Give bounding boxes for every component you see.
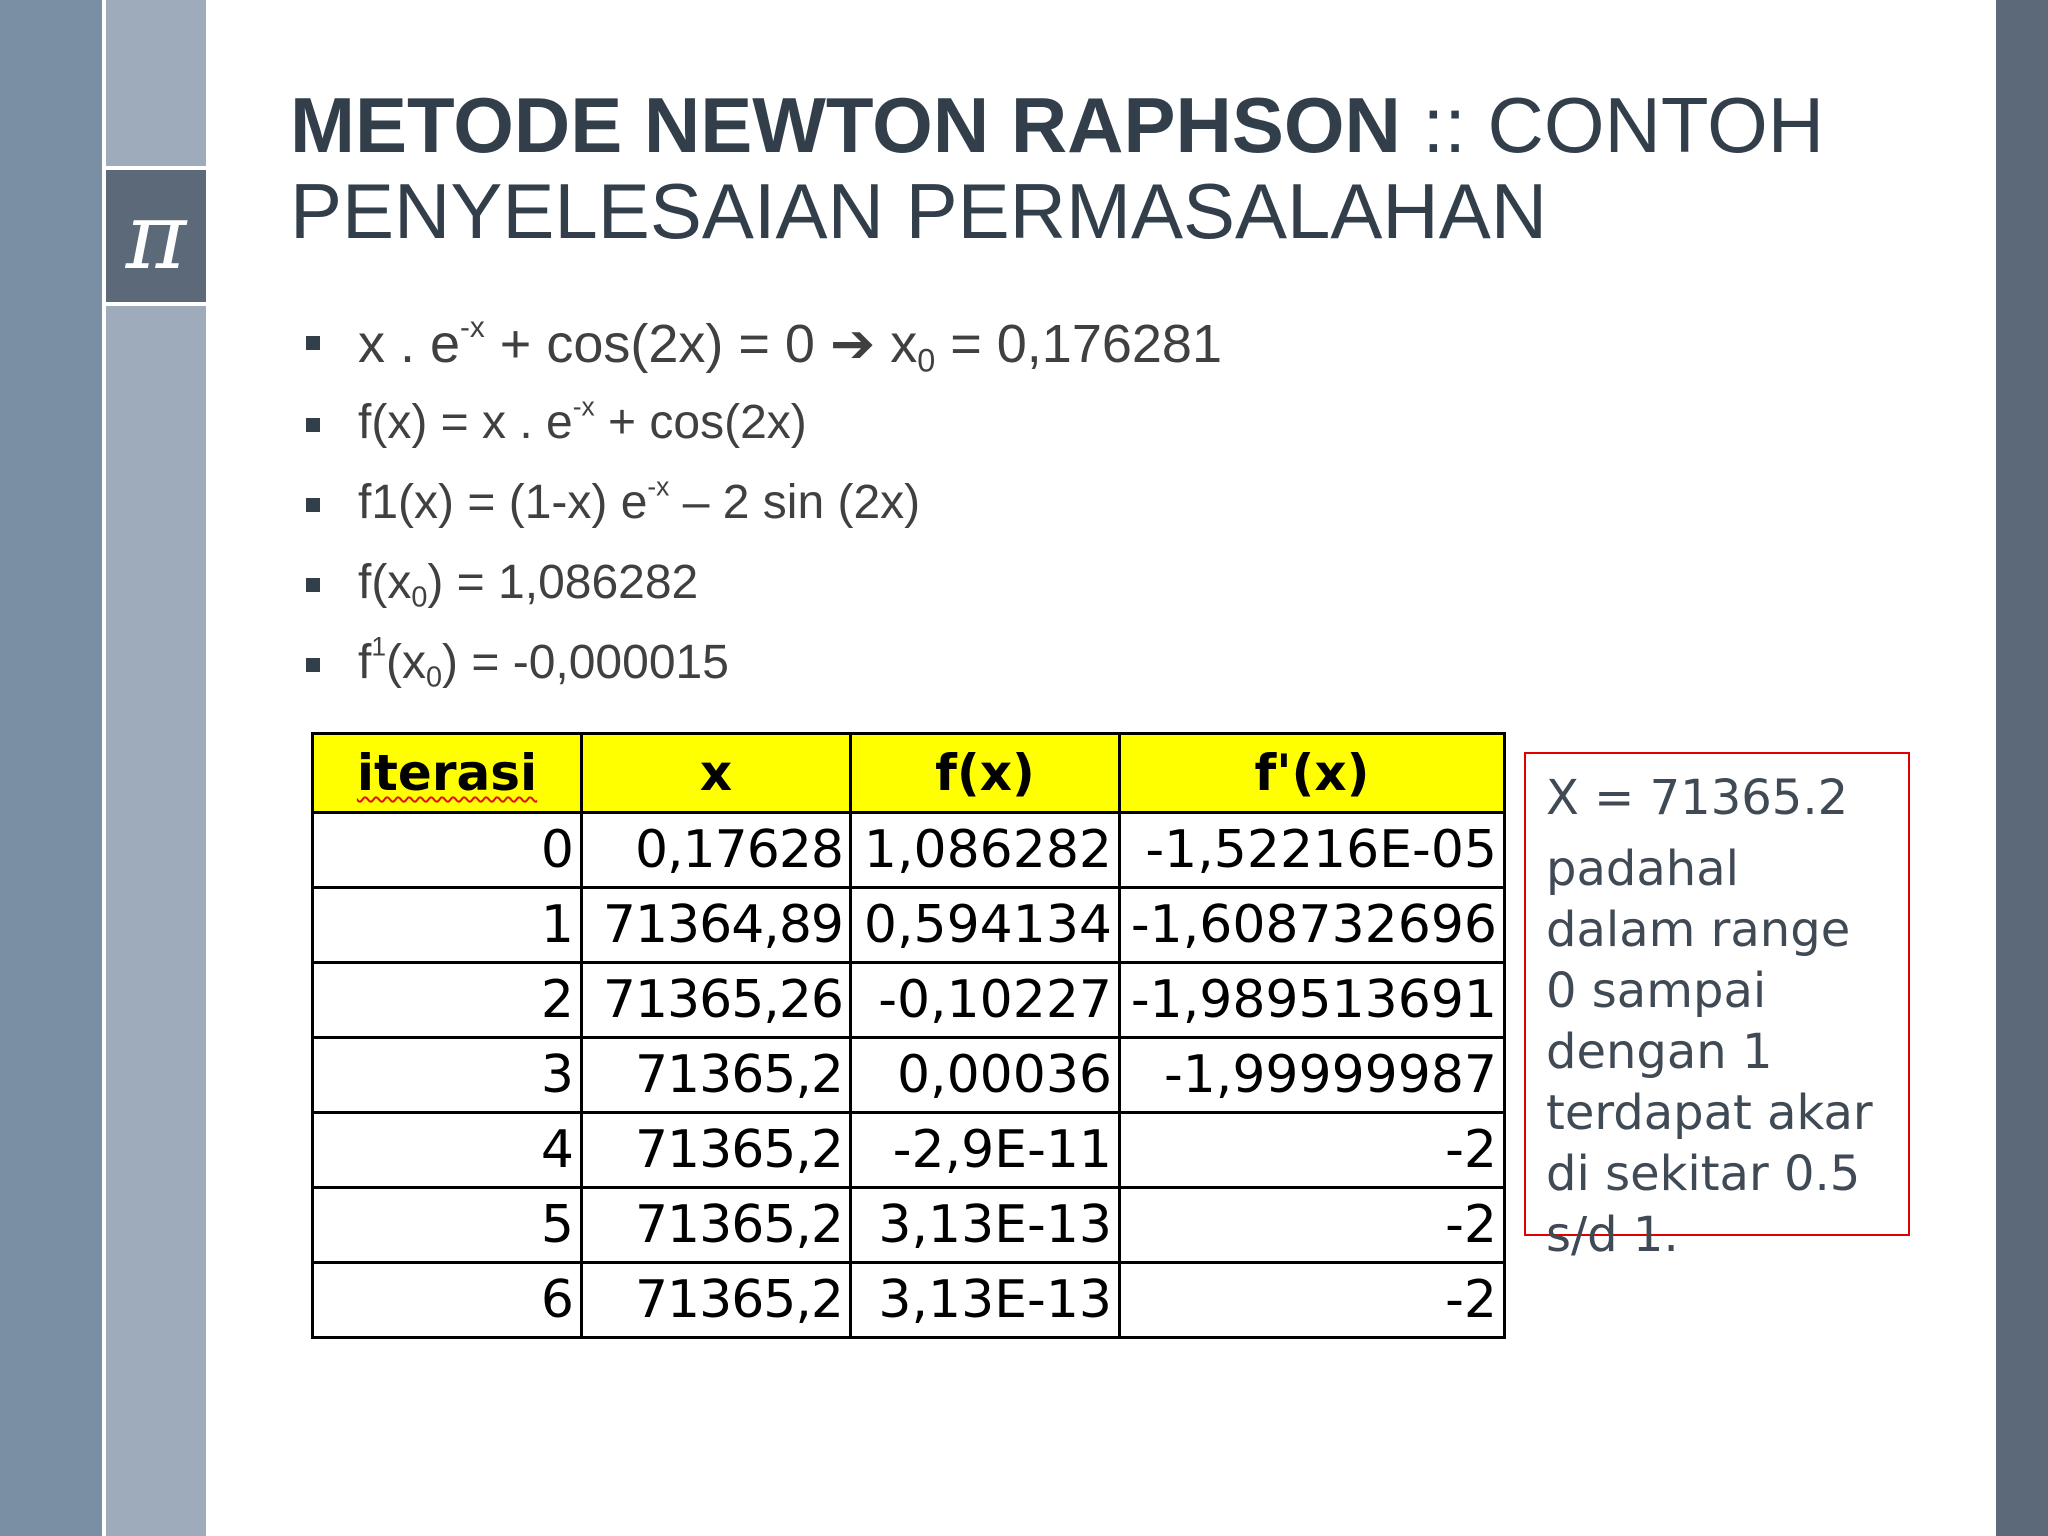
cell-x: 71365,2 xyxy=(582,1038,851,1113)
eq-part: ) = -0,000015 xyxy=(442,636,729,689)
cell-x: 0,17628 xyxy=(582,813,851,888)
note-text: padahal dalam range 0 sampai dengan 1 terdapat akar di sekitar 0.5 s/d 1. xyxy=(1546,841,1873,1263)
header-iterasi xyxy=(313,734,582,813)
eq-part: + cos(2x) xyxy=(594,396,807,449)
table-header-row xyxy=(313,734,1505,813)
cell-x: 71364,89 xyxy=(582,888,851,963)
cell-x: 71365,2 xyxy=(582,1113,851,1188)
cell-iterasi: 2 xyxy=(313,963,582,1038)
bullet-f1-x0 xyxy=(300,631,1222,694)
title-rest: :: CONTOH PENYELESAIAN PERMASALAHAN xyxy=(290,81,1825,255)
cell-fx: -0,10227 xyxy=(851,963,1120,1038)
left-decor-band xyxy=(0,0,102,1536)
cell-dfx: -2 xyxy=(1120,1263,1505,1338)
bullet-derivative xyxy=(300,471,1222,532)
cell-iterasi: 4 xyxy=(313,1113,582,1188)
cell-iterasi: 5 xyxy=(313,1188,582,1263)
cell-iterasi: 3 xyxy=(313,1038,582,1113)
eq-part: f xyxy=(358,636,372,689)
eq-part: f(x xyxy=(358,556,412,609)
bullet-square-icon xyxy=(306,498,320,512)
cell-fx: 0,00036 xyxy=(851,1038,1120,1113)
cell-dfx: -2 xyxy=(1120,1113,1505,1188)
cell-fx: -2,9E-11 xyxy=(851,1113,1120,1188)
iteration-table-wrap xyxy=(311,732,1506,1339)
table-row xyxy=(313,813,1505,888)
cell-fx: 0,594134 xyxy=(851,888,1120,963)
title-bold: METODE NEWTON RAPHSON xyxy=(290,81,1401,169)
note-x-value: X = 71365.2 xyxy=(1546,770,1849,826)
table-row xyxy=(313,888,1505,963)
cell-iterasi: 6 xyxy=(313,1263,582,1338)
cell-dfx: -1,608732696 xyxy=(1120,888,1505,963)
arrow-right-icon: ➔ xyxy=(829,314,876,374)
table-row xyxy=(313,963,1505,1038)
pi-glyph: π xyxy=(125,182,187,290)
pi-icon xyxy=(106,166,206,306)
eq-sub: 0 xyxy=(411,581,428,614)
cell-x: 71365,2 xyxy=(582,1188,851,1263)
header-iterasi-label: iterasi xyxy=(356,744,538,802)
cell-x: 71365,2 xyxy=(582,1263,851,1338)
bullet-f-x0 xyxy=(300,554,1222,612)
eq-sup: -x xyxy=(647,471,670,502)
right-decor-band xyxy=(1996,0,2048,1536)
formula-list xyxy=(300,312,1222,714)
eq-sup: -x xyxy=(460,310,485,344)
eq-part: ) = 1,086282 xyxy=(427,556,699,609)
bullet-square-icon xyxy=(306,658,320,672)
cell-dfx: -1,989513691 xyxy=(1120,963,1505,1038)
header-dfx: f'(x) xyxy=(1120,734,1505,813)
eq-sup: -x xyxy=(572,391,595,422)
table-row xyxy=(313,1113,1505,1188)
cell-iterasi: 1 xyxy=(313,888,582,963)
cell-fx: 1,086282 xyxy=(851,813,1120,888)
eq-sup: 1 xyxy=(371,631,387,662)
bullet-square-icon xyxy=(306,336,320,350)
eq-sub: 0 xyxy=(426,661,443,694)
cell-dfx: -2 xyxy=(1120,1188,1505,1263)
eq-part: + cos(2x) = 0 xyxy=(484,314,830,374)
result-note-box xyxy=(1524,752,1910,1263)
cell-iterasi: 0 xyxy=(313,813,582,888)
header-fx: f(x) xyxy=(851,734,1120,813)
eq-part: (x xyxy=(386,636,427,689)
cell-fx: 3,13E-13 xyxy=(851,1188,1120,1263)
bullet-function xyxy=(300,391,1222,452)
eq-part: f1(x) = (1-x) e xyxy=(358,476,648,529)
bullet-square-icon xyxy=(306,418,320,432)
bullet-square-icon xyxy=(306,578,320,592)
eq-part: = 0,176281 xyxy=(935,314,1222,374)
eq-part: x xyxy=(875,314,918,374)
iteration-table xyxy=(311,732,1506,1339)
cell-fx: 3,13E-13 xyxy=(851,1263,1120,1338)
eq-part: f(x) = x . e xyxy=(358,396,573,449)
table-row xyxy=(313,1038,1505,1113)
cell-dfx: -1,99999987 xyxy=(1120,1038,1505,1113)
slide-title xyxy=(290,82,1970,254)
cell-dfx: -1,52216E-05 xyxy=(1120,813,1505,888)
table-row xyxy=(313,1188,1505,1263)
header-x: x xyxy=(582,734,851,813)
cell-x: 71365,26 xyxy=(582,963,851,1038)
eq-part: – 2 sin (2x) xyxy=(669,476,921,529)
eq-sub: 0 xyxy=(917,342,936,379)
bullet-equation xyxy=(300,310,1222,379)
eq-part: x . e xyxy=(358,314,461,374)
table-row xyxy=(313,1263,1505,1338)
